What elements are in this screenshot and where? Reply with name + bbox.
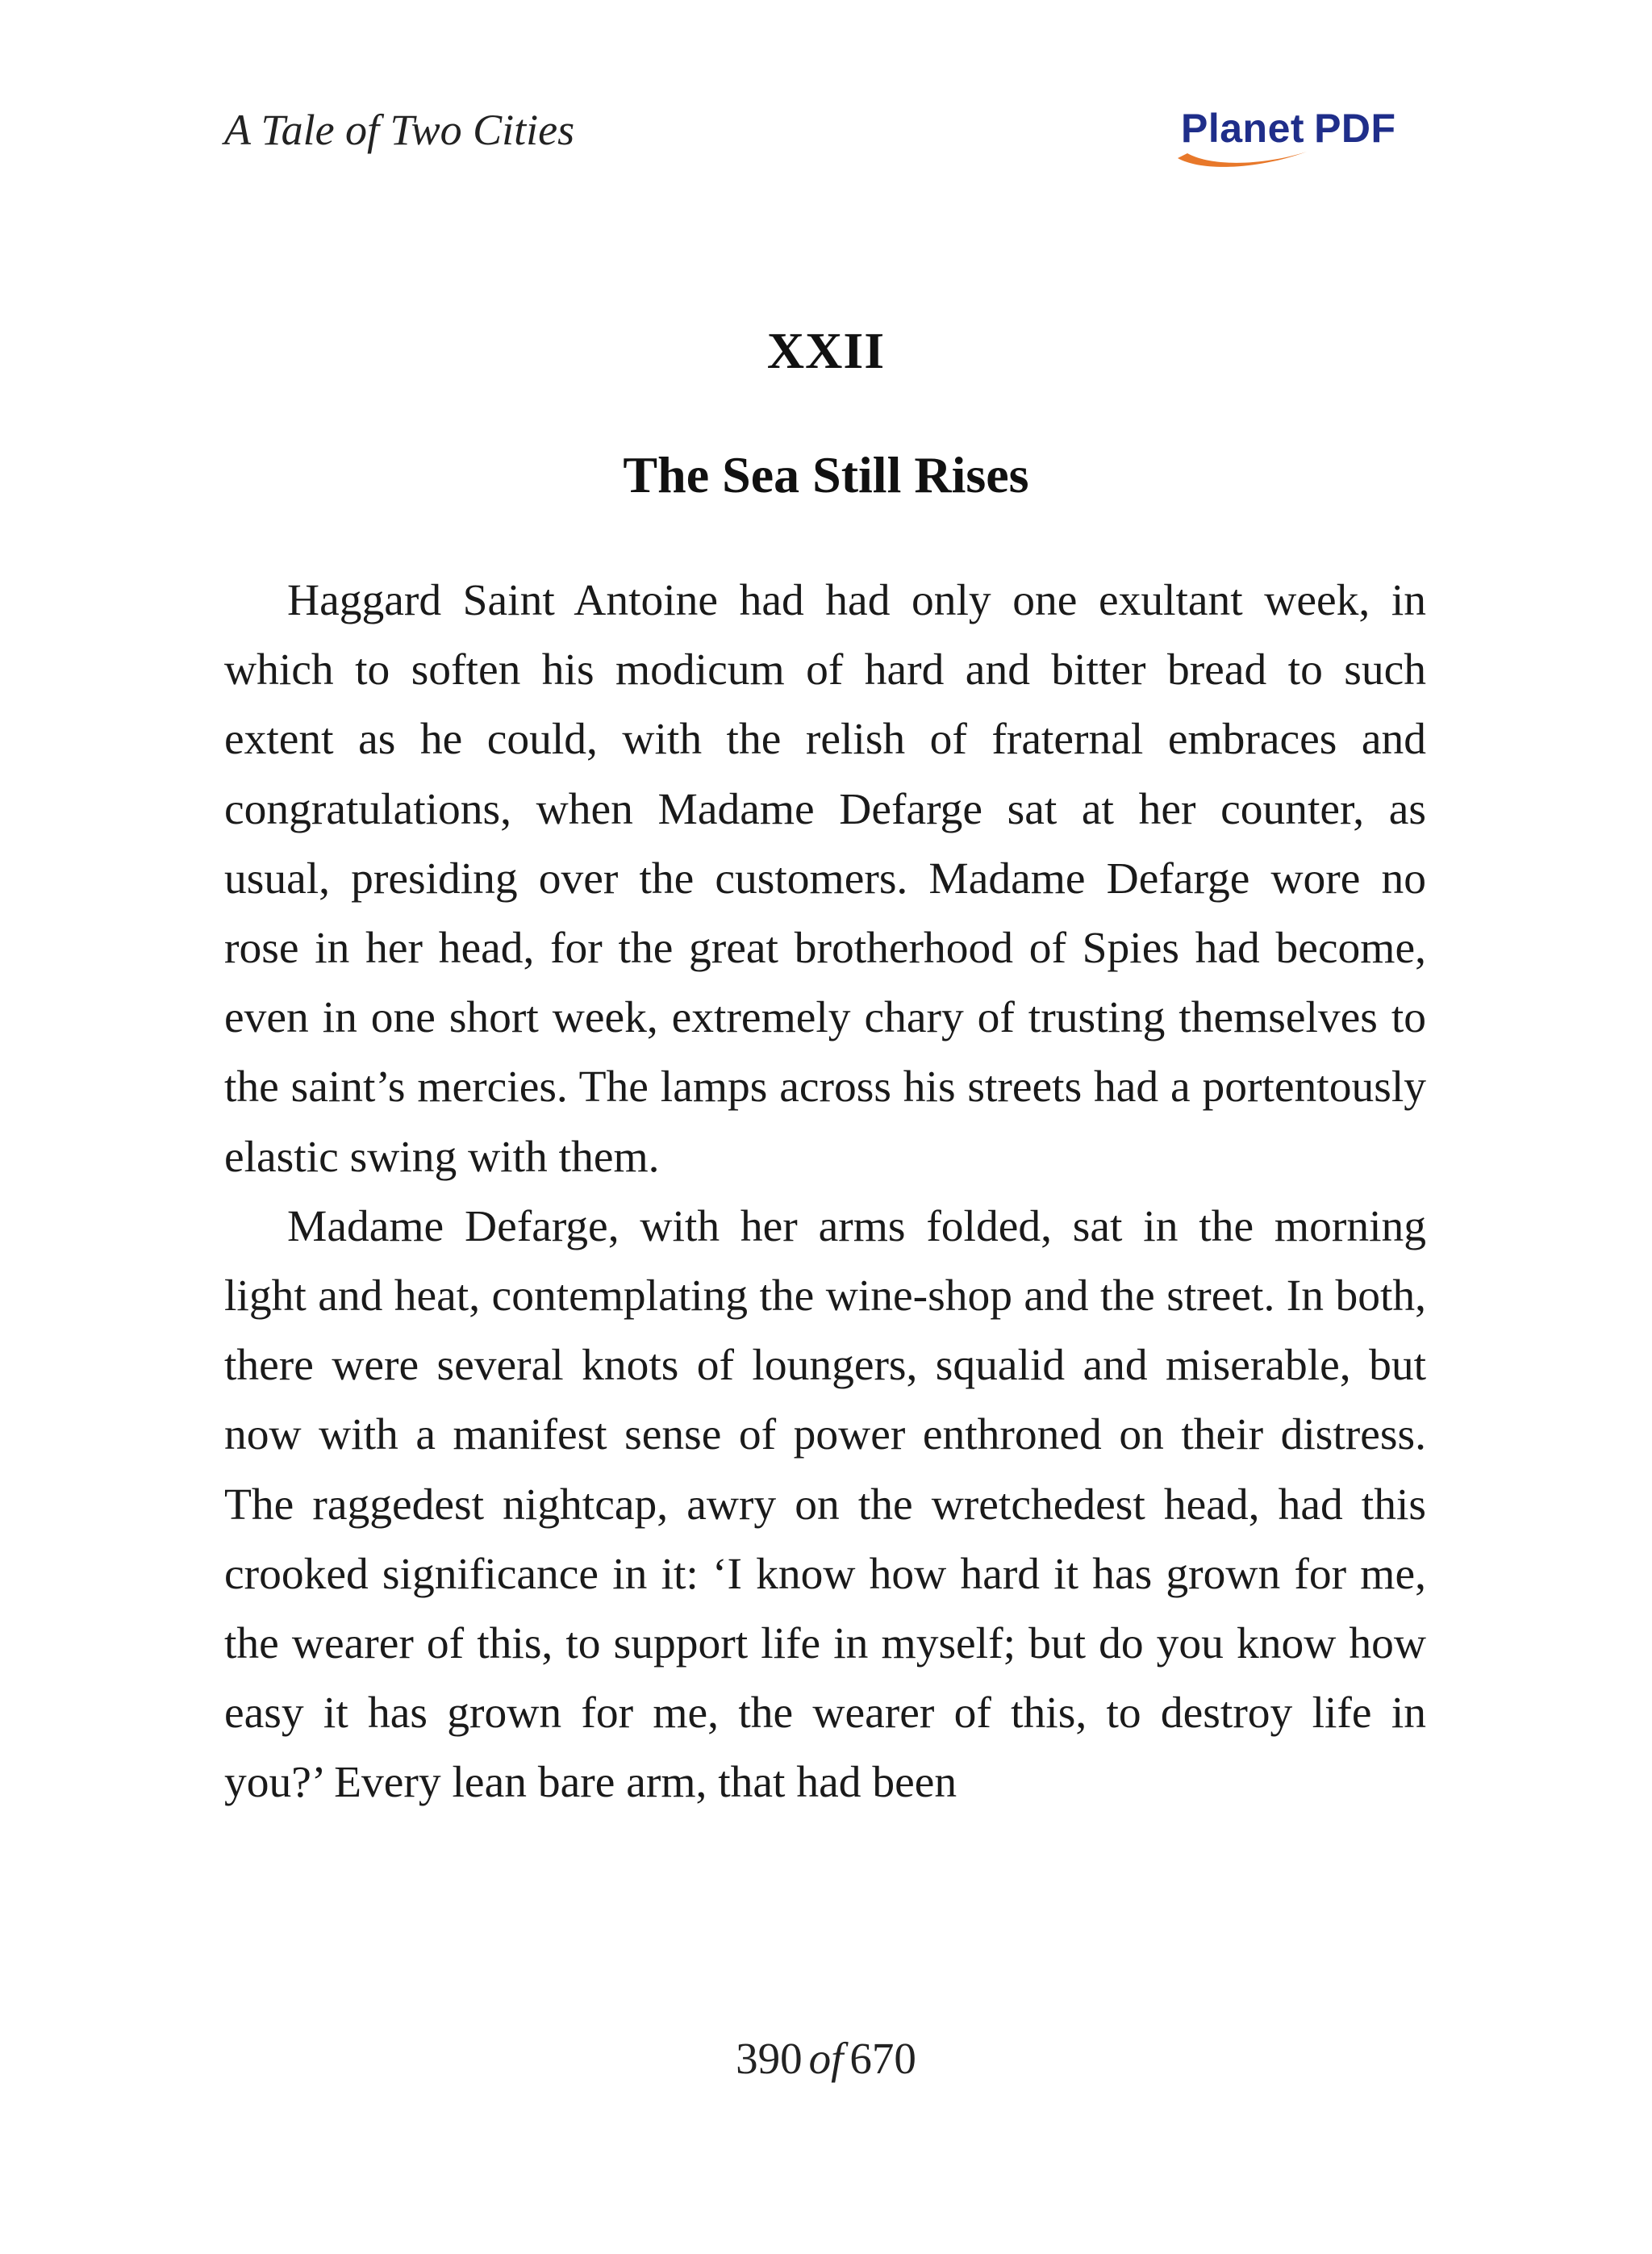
total-pages: 670: [849, 2034, 916, 2083]
chapter-title: The Sea Still Rises: [623, 446, 1029, 503]
page-number: [0, 2033, 1652, 2084]
paragraph: Haggard Saint Antoine had had only one exultant week, in which to soften his modicum of hard and bitter bread to such extent as he could, with the relish of fraternal embraces and congratulations, when Madame Defarge sat at her counter, as usual, presiding over the customers. Madame Defarge wore no rose in her head, for the great brotherhood of Spies had become, even in one short week, extremely chary of trusting themselves to the saint’s mercies. The lamps across his streets had a portentously elastic swing with them.: [224, 576, 1426, 1182]
planet-pdf-logo: [1170, 95, 1428, 176]
logo-word-planet: Planet: [1181, 106, 1305, 151]
page-of-label: of: [808, 2034, 844, 2083]
chapter-number: XXII: [766, 322, 886, 379]
paragraph: Madame Defarge, with her arms folded, sat in the morning light and heat, contemplating the wine-shop and the street. In both, there were several knots of loungers, squalid and miserable, but now with a manifest sense of power enthroned on their distress. The raggedest nightcap, awry on the wretchedest head, had this crooked significance in it: ‘I know how hard it has grown for me, the wearer of this, to support life in myself; but do you know how easy it has grown for me, the wearer of this, to destroy life in you?’ Every lean bare arm, that had been: [224, 1201, 1426, 1808]
book-title: A Tale of Two Cities: [224, 106, 575, 154]
body-text: [224, 566, 1426, 1818]
current-page: 390: [736, 2034, 803, 2083]
logo-word-pdf: PDF: [1314, 106, 1396, 151]
